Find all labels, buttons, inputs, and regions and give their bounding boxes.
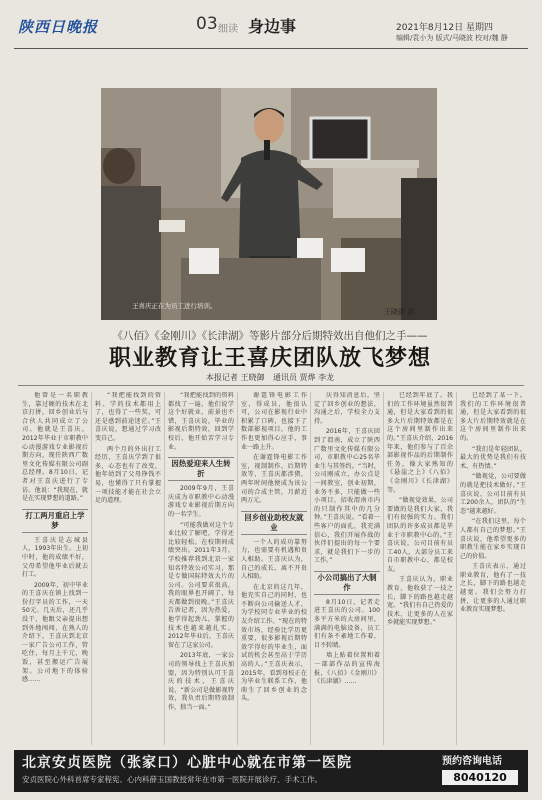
paragraph: “我把能找到的资料、学的技术都用上了，也得了一些奖，可还是感到前途迷茫。”王喜庆说，想通过学习改变自己。 (95, 392, 161, 442)
byline (90, 372, 450, 383)
section-number: 03 (196, 14, 218, 34)
photo-illustration (101, 88, 437, 320)
paragraph: 已经到年底了。我们的工作环境虽然很普通，但是大家看到的很多大片后期特效都是在这个房间里制作出来的。”王喜庆介绍，2016年来，他们参与了百余部影视作品的后期制作任务，像大家熟知的《悬崖之上》《八佰》《金刚川》《长津湖》等。 (387, 392, 453, 494)
article-subhead: 《八佰》《金刚川》《长津湖》等影片部分后期特效出自他们之手—— (112, 330, 428, 342)
paragraph: 王喜庆是志城县人，1993年出生。上初中时，他的成绩不好，父母希望他毕业后就去打工。 (22, 536, 88, 579)
paragraph: “在我们这里，每个人都有自己的梦想。”王喜庆说，他希望更多的职教生能在家乡实现自己的价值。 (460, 518, 526, 560)
paragraph: 在北京的这几年，他充实自己的同时，也不断向公司输送人才，为学校同专业毕业的校友介绍工作。“现在的特效市场，经验比学历更重要，很多影视后期特效学得好的毕业生，面试的机会甚至高于学历高的人。”王喜庆表示，2015年，看到母校正在为毕业生联系工作，他萌生了回乡创业的念头。 (241, 583, 307, 703)
section-subtitle: 因热爱迎来人生转折 (168, 457, 234, 481)
photo-caption: 王喜庆正在为员工进行培训。 (132, 302, 217, 310)
issue-date: 2021年8月12日 星期四 (396, 23, 493, 33)
column-divider (310, 392, 311, 745)
article-column-6 (387, 392, 453, 630)
ad-phone-number: 8040120 (442, 770, 518, 785)
paragraph: 谢霆锋电影工作室，得成员，他很认可，公司在影视行业中积累了口碑，也接下了数部影视项目，他的工作也更加得心应手，事业一路上升。 (241, 392, 307, 451)
paragraph: 他曾是一名职教生，靠过硬的技术在北京打拼，回乡创业后与合伙人共同成立了公司。他就是王喜庆，2012年毕业于市职教中心动漫游戏专业影视后期方向，现任陕西广数里文化传媒有限公司副总经理。8月10日，记者对王喜庆进行了专访。他说：“我现在，就是在实现梦想的道路。” (22, 392, 88, 503)
paragraph: “我把能找到的资料都找了一遍，他们说学这个好就业，前景也不错，王喜庆说，毕业的影视后期特效，回到学校后，他开始苦学习专业。 (168, 392, 234, 451)
section-subtitle: 小公司搞出了大制作 (314, 571, 380, 595)
title-divider (18, 385, 524, 386)
section-name: 身边事 (248, 17, 297, 36)
paragraph: 2009年9月，王喜庆成为市职教中心动漫游戏专业影视后期方向的一名学生。 (168, 485, 234, 518)
paragraph: “可能我做对这个专业比较了解吧，学得还比较轻松。在校期间成绩突出。2011年3月，学校推荐我到北京一家知名特效公司实习，那是专做国际特效大片的公司。公司要求很高，我的眼界也开阔了，每天都做到很晚。”王喜庆告诉记者，因为热爱，他学得起劲儿，掌握的技术也越来越扎实。2012年毕业后，王喜庆留在了这家公司。 (168, 521, 234, 649)
ad-phone-label: 预约咨询电话 (442, 756, 502, 767)
article-column-3 (168, 392, 234, 715)
article-column-5 (314, 392, 380, 689)
paragraph: 2009年，初中毕业的王喜庆在镇上找到一份打字员的工作，一天50元。几天后，还几乎没干，他跟父亲提出想到外地闯闯，在熟人的介绍下，王喜庆到北京一家广告公司工作，管吃住，每月上千元，晚饭，甚至搬运广告展架。公司地下的体验感…… (22, 581, 88, 684)
article-column-1 (22, 392, 88, 687)
paragraph: 在谢霆锋电影工作室，视制制作、后期特效等，王喜庆都涉猎，两年时间他便成为该公司的合成主管，月薪近两万元。 (241, 454, 307, 505)
article-column-2 (95, 392, 161, 508)
paragraph: “做视觉，公司要做的就是把技术做好。”王喜庆说，公司目前有员工200余人，团队的“生态”越来越好。 (460, 473, 526, 515)
ad-subtitle: 安贞医院心外科首席专家程宪、心内科薛玉国教授常年在市第一医院开展诊疗、手术工作。 (22, 775, 322, 784)
article-photo (101, 88, 437, 320)
editorial-staff: 编辑/袁小为 版式/马晓波 校对/魏 静 (396, 34, 508, 42)
paragraph: 8月10日，记者走进王喜庆的公司。100多平方米的大房间里，满满的电脑设备，员工们有条不紊地工作着，目不转睛。 (314, 598, 380, 649)
section-category: 细读 (218, 24, 238, 35)
header-divider (14, 48, 528, 49)
paragraph: 2016年，王喜庆回到了渭南，成立了陕西广数里文化传媒有限公司，市职教中心25名毕业生与其签约。“当时，公司刚成立，办公点是一间教室，创业初期，业务不多，只能做一些小项目，招收渭南市内的只制作其中的几分钟。”王喜庆说。“看着一些客户的面孔，我充满信心，我们开展作战的伙伴们提出的每一个要求，就是我们下一步的工作。” (314, 428, 380, 565)
column-divider (237, 392, 238, 745)
paragraph: 庆得知消息后，坚定了回乡创业的想法，沟通之后，学校全力支持。 (314, 392, 380, 425)
paragraph: 一个人的成功靠努力，也需要有机遇和贵人相助。王喜庆认为，自己的成长，离不开贵人相助。 (241, 538, 307, 581)
paragraph: 2013年底，一家公司的领导找上王喜庆加盟，因为特别认可王喜庆的技术，王喜庆说，“新公司是做影视特效，我负责后期特效制作，独当一面。” (168, 652, 234, 711)
paragraph: 两个月的外出打工经历，王喜庆学到了很多，心态也有了改变，他年幼到了父母挣钱不易，也懂得了只有掌握一项技能才能在社会立足的道理。 (95, 445, 161, 505)
section-subtitle: 打工两月重启上学梦 (22, 509, 88, 533)
column-divider (91, 392, 92, 745)
column-divider (456, 392, 457, 745)
paragraph: 王喜庆表示，通过职业教育，他有了一技之长，脚下的路也越走越宽。我们会努力打拼，让更多的人通过职业教育实现梦想。 (460, 563, 526, 614)
section-subtitle: 回乡创业助校友就业 (241, 511, 307, 535)
paragraph: 王喜庆认为，职业教育，他收获了一技之长，脚下的路也越走越宽。“我们有自己热爱的技术，让更多的人在家乡就能实现梦想。” (387, 576, 453, 627)
article-column-4 (241, 392, 307, 706)
masthead: 陕西日晚报 (18, 18, 99, 36)
ad-title: 北京安贞医院（张家口）心脏中心就在市第一医院 (22, 755, 352, 771)
paragraph: “我们是年轻团队，最大的优势是我们有技术、有热情。” (460, 445, 526, 470)
article-column-7 (460, 392, 526, 617)
column-divider (383, 392, 384, 745)
column-divider (164, 392, 165, 745)
byline-correspondents: 通讯员 贾烨 李龙 (273, 373, 335, 382)
article-title: 职业教育让王喜庆团队放飞梦想 (108, 345, 431, 371)
paragraph: “做视觉效果，公司要做的是我们大家，我们有很强的实力。我们团队的许多成员都是毕业于市职教中心的。”王喜庆说，公司目前有员工40人，大部分员工来自市职教中心，都是校友。 (387, 497, 453, 573)
byline-reporter: 本报记者 王晓御 (205, 373, 265, 382)
paragraph: 墙上贴着位置和着一部部作品的宣传海报，《八佰》《金刚川》《长津湖》…… (314, 652, 380, 686)
paragraph: 已经到了某一下。我们的工作环境很普通，但是大家看到的很多大片后期特效就是在这个房间里制作出来的。 (460, 392, 526, 442)
photo-credit: 王晓御 摄 (384, 308, 415, 316)
